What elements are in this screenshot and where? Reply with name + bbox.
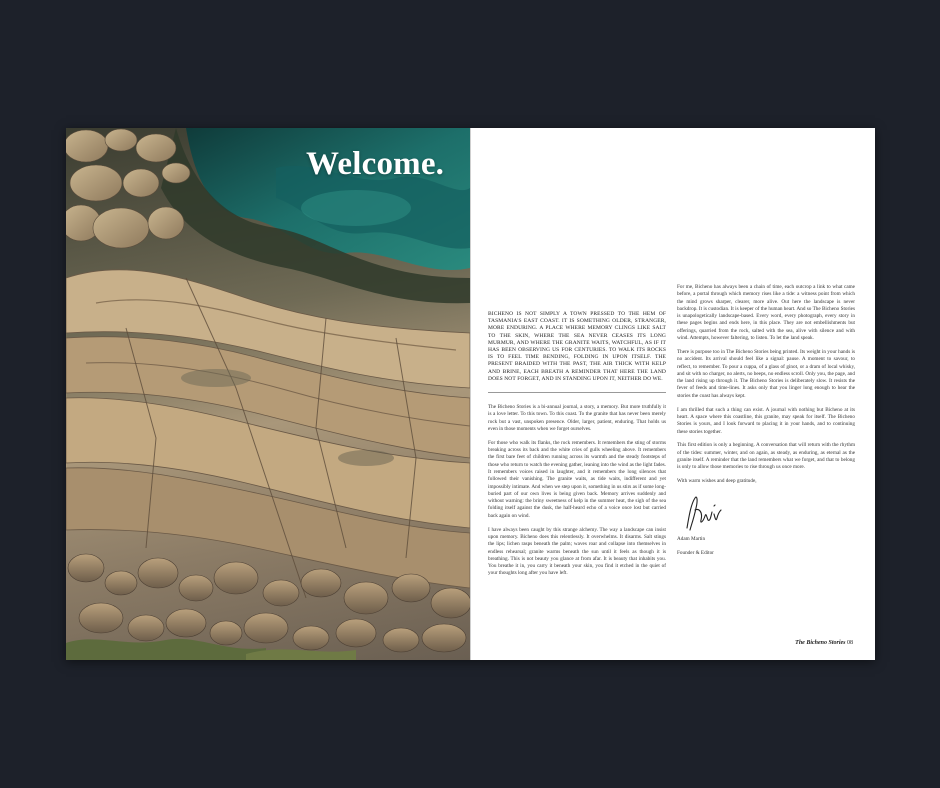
editor-title: Founder & Editor <box>677 549 714 556</box>
divider-rule <box>488 392 666 393</box>
folio-page-number: 08 <box>847 640 853 646</box>
lead-paragraph: BICHENO IS NOT SIMPLY A TOWN PRESSED TO THE HEM OF TASMANIA'S EAST COAST. IT IS SOMETHING OLDER, STRANGER, MORE ENDURING. A PLACE WHERE MEMORY CLINGS LIKE SALT TO THE SKIN, WHERE THE SEA NEVER CEASES ITS LONG MURMUR, AND WHERE THE GRANITE WAITS, WATCHFUL, AS IF IT HAS BEEN OBSERVING US FOR CENTURIES. TO WALK ITS ROCKS IS TO FEEL TIME BENDING, FOLDING IN UPON ITSELF. THE PRESENT BRAIDED WITH THE PAST, THE AIR THICK WITH KELP AND BRINE, EACH BREATH A REMINDER THAT HERE THE LAND DOES NOT FORGET, AND IN STANDING UPON IT, NEITHER DO WE. <box>488 311 666 382</box>
body-paragraph: For me, Bicheno has always been a chain of time, each outcrop a link to what came before, a portal through which memory rises like a tide: a witness point from which the mind grows sharper, clearer, more alive. Out here the landscape is never backdrop. It is custodian. It is keeper of the human heart. And so The Bicheno Stories is unapologetically landscape-based. Every word, every photograph, every story in these pages begins and ends here, in this place. They are not embellishments but offerings, quarried from the rock, salted with the sea, alive with silence and with wind. Attempts, however faltering, to listen. To let the land speak. <box>677 284 855 342</box>
right-text-column <box>677 284 855 564</box>
aerial-granite-photo <box>66 128 470 660</box>
editorial-page <box>471 128 875 660</box>
body-paragraph: The Bicheno Stories is a bi-annual journal, a story, a memory. But more truthfully it is a love letter. To this town. To this coast. To the granite that has never been merely rock but a vast, unspoken presence. Older, larger, patient, enduring. That holds us even in those moments when we forget ourselves. <box>488 404 666 432</box>
page-folio <box>795 640 853 646</box>
body-paragraph: I have always been caught by this strange alchemy. The way a landscape can insist upon memory. Bicheno does this relentlessly. It overwhelms. It disarms. Salt stings the lips; lichen rasps beneath the palm; waves roar and collapse into themselves in endless rehearsal; granite warms beneath the sun until it feels as though it is breathing. This is not beauty you glance at from afar. It is beauty that inhabits you. You breathe it in, you carry it beneath your skin, you find it etched in the quiet of your thoughts long after you have left. <box>488 526 666 577</box>
left-text-column <box>488 311 666 584</box>
folio-publication: The Bicheno Stories <box>795 640 846 646</box>
sign-off: With warm wishes and deep gratitude, <box>677 478 757 485</box>
body-paragraph: There is purpose too in The Bicheno Stories being printed. Its weight in your hands is no accident. Its arrival should feel like a signal: pause. A moment to savour, to reflect, to remember. To pour a cuppa, of a glass of ginot, or a dram of local whisky, and sit with no charger, no alerts, no beeps, no endless scroll. Only you, the page, and the land rising up through it. The Bicheno Stories is deliberately slow. It resists the fever of feeds and time-lines. It asks only that you linger long enough to hear the stories the coast has always kept. <box>677 348 855 399</box>
body-paragraph: I am thrilled that such a thing can exist. A journal with nothing but Bicheno at its heart. A space where this coastline, this granite, may speak for itself. The Bicheno Stories is yours, and I look forward to placing it in your hands, and to continuing these stories together. <box>677 406 855 435</box>
body-paragraph: For those who walk its flanks, the rock remembers. It remembers the sting of storms breaking across its back and the white cries of gulls wheeling above. It remembers the first bare feet of children running across its warmth and the steady footsteps of those who return to watch the evening gather, leaning into the wind as the light fades. It remembers voices raised in laughter, and it remembers the long silences that followed their vanishing. The granite waits, as tide waits, indifferent and yet impossibly intimate. And when we step upon it, something in us stirs as if some long-buried part of our own lives is being given back. Memory arrives suddenly and without warning: the briny sweetness of kelp in the summer heat, the sigh of the sea folding itself against the dusk, the half-heard echo of a voice once lost but carried back again on wind. <box>488 439 666 519</box>
editor-name: Adam Martin <box>677 536 706 543</box>
magazine-spread <box>66 128 875 660</box>
granite-coast-illustration <box>66 128 470 660</box>
body-paragraph: This first edition is only a beginning. A conversation that will return with the rhythm of the tides: summer, winter, and on again, as steady, as enduring, as eternal as the granite itself. A reminder that the land remembers what we forget, and that to belong is only to allow those memories to rise through us once more. <box>677 442 855 471</box>
welcome-headline: Welcome. <box>306 146 445 182</box>
handwritten-signature <box>681 492 725 534</box>
